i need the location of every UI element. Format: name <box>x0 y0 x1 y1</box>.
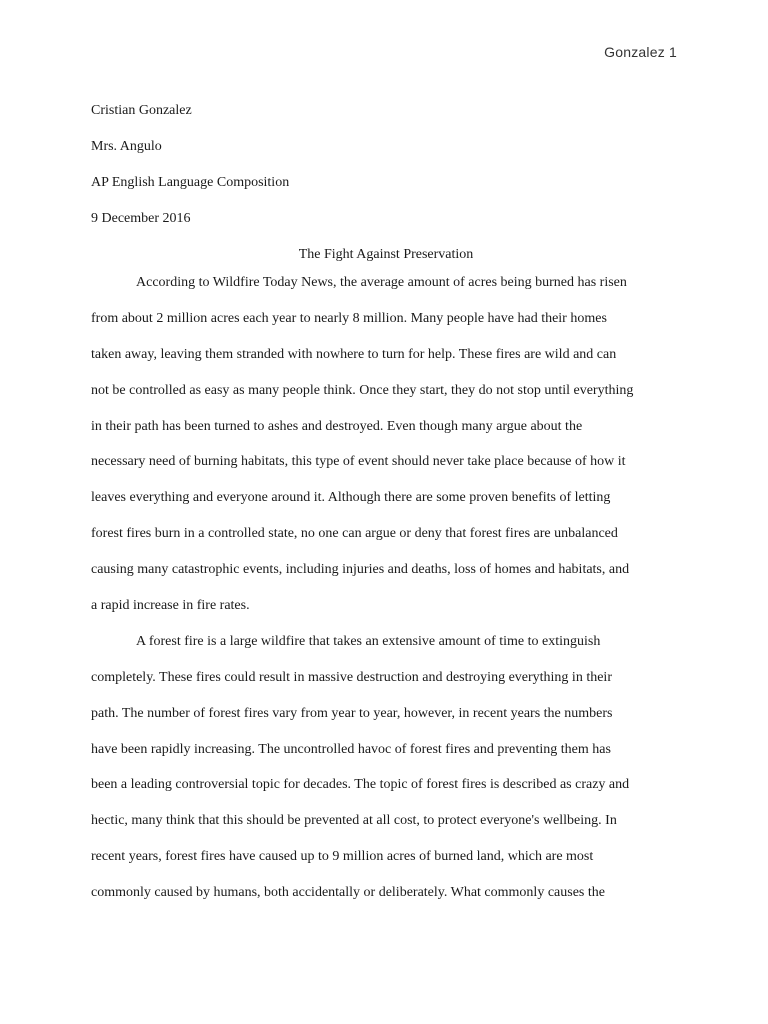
instructor-name: Mrs. Angulo <box>91 139 162 154</box>
text-line: recent years, forest fires have caused up to 9 million acres of burned land, which are most <box>91 849 594 865</box>
text-line: have been rapidly increasing. The uncontrolled havoc of forest fires and preventing them has <box>91 741 611 757</box>
paragraph-1 <box>91 265 681 624</box>
text-line: completely. These fires could result in massive destruction and destroying everything in their <box>91 669 612 685</box>
essay-date: 9 December 2016 <box>91 211 191 226</box>
mla-heading <box>91 93 681 273</box>
essay-title: The Fight Against Preservation <box>298 247 474 262</box>
text-line: hectic, many think that this should be prevented at all cost, to protect everyone's wellbeing. In <box>91 813 617 829</box>
text-line: causing many catastrophic events, including injuries and deaths, loss of homes and habitats, and <box>91 562 630 578</box>
course-name: AP English Language Composition <box>91 175 290 190</box>
text-line: not be controlled as easy as many people think. Once they start, they do not stop until everything <box>91 382 634 398</box>
text-line: from about 2 million acres each year to nearly 8 million. Many people have had their homes <box>91 310 607 326</box>
text-line: leaves everything and everyone around it. Although there are some proven benefits of letting <box>91 490 611 506</box>
text-line: commonly caused by humans, both accidentally or deliberately. What commonly causes the <box>91 885 605 901</box>
text-line: in their path has been turned to ashes and destroyed. Even though many argue about the <box>91 418 583 434</box>
text-line: a rapid increase in fire rates. <box>91 598 250 614</box>
author-name: Cristian Gonzalez <box>91 103 192 118</box>
essay-body <box>91 265 681 911</box>
text-line: taken away, leaving them stranded with nowhere to turn for help. These fires are wild and can <box>91 346 617 362</box>
text-line: forest fires burn in a controlled state, no one can argue or deny that forest fires are unbalanced <box>91 526 618 542</box>
paragraph-2 <box>91 624 681 911</box>
text-line: necessary need of burning habitats, this type of event should never take place because of how it <box>91 454 626 470</box>
text-line: According to Wildfire Today News, the average amount of acres being burned has risen <box>136 275 627 290</box>
text-line: A forest fire is a large wildfire that takes an extensive amount of time to extinguish <box>136 633 601 649</box>
text-line: path. The number of forest fires vary from year to year, however, in recent years the numbers <box>91 705 613 721</box>
text-line: been a leading controversial topic for decades. The topic of forest fires is described as crazy and <box>91 777 630 793</box>
running-header: Gonzalez 1 <box>604 44 677 60</box>
